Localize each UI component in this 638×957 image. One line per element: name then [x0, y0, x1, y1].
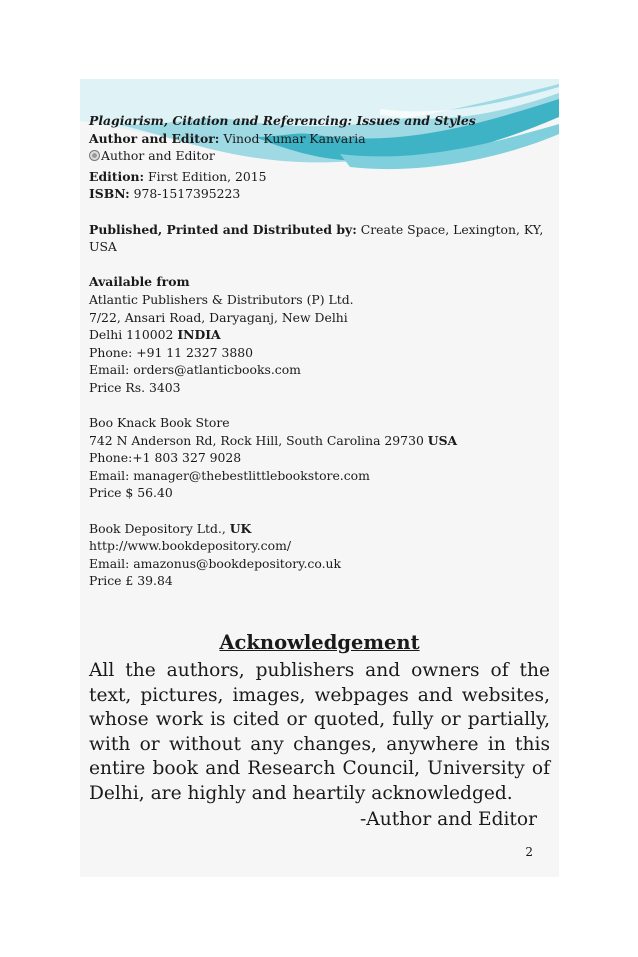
store-email: Email: amazonus@bookdepository.co.uk: [89, 555, 342, 571]
author-line: Author and Editor: Vinod Kumar Kanvaria: [89, 130, 366, 146]
store-address: Delhi 110002 INDIA: [89, 327, 221, 343]
page-number: 2: [525, 845, 533, 859]
acknowledgement-signature: -Author and Editor: [360, 809, 537, 830]
store-price: Price £ 39.84: [89, 573, 173, 589]
store-price: Price Rs. 3403: [89, 379, 181, 395]
store-phone: Phone: +91 11 2327 3880: [89, 344, 254, 360]
store-phone: Phone:+1 803 327 9028: [89, 450, 242, 466]
store-web: http://www.bookdepository.com/: [89, 538, 291, 554]
acknowledgement-body: All the authors, publishers and owners of the text, pictures, images, webpages and websites, whose work is cited or quoted, fully or partially, with or without any changes, anywhere in this entire book and Research Council, University of Delhi, are highly and heartily acknowledged.: [89, 660, 550, 804]
store-price: Price $ 56.40: [89, 485, 173, 501]
store-email: Email: manager@thebestlittlebookstore.com: [89, 467, 370, 483]
author-name: Vinod Kumar Kanvaria: [223, 130, 366, 146]
store-address: 7/22, Ansari Road, Daryaganj, New Delhi: [89, 309, 348, 325]
store-name: Atlantic Publishers & Distributors (P) Ltd.: [89, 291, 354, 307]
publisher-line: Published, Printed and Distributed by: Create Space, Lexington, KY, USA: [89, 221, 544, 255]
store-name: Book Depository Ltd., UK: [89, 520, 252, 536]
store-address: 742 N Anderson Rd, Rock Hill, South Carolina 29730 USA: [89, 432, 458, 448]
store-email: Email: orders@atlanticbooks.com: [89, 362, 301, 378]
copyright-icon: [89, 150, 100, 161]
available-heading: Available from: [89, 274, 190, 290]
book-page: [80, 79, 559, 877]
copyright-line: Author and Editor: [89, 147, 549, 165]
edition-line: Edition: First Edition, 2015: [89, 168, 267, 184]
isbn-line: ISBN: 978-1517395223: [89, 186, 241, 202]
copyright-block: [89, 112, 549, 590]
acknowledgement-title: Acknowledgement: [219, 631, 420, 654]
store-name: Boo Knack Book Store: [89, 415, 230, 431]
book-title: Plagiarism, Citation and Referencing: Issues and Styles: [89, 113, 476, 128]
